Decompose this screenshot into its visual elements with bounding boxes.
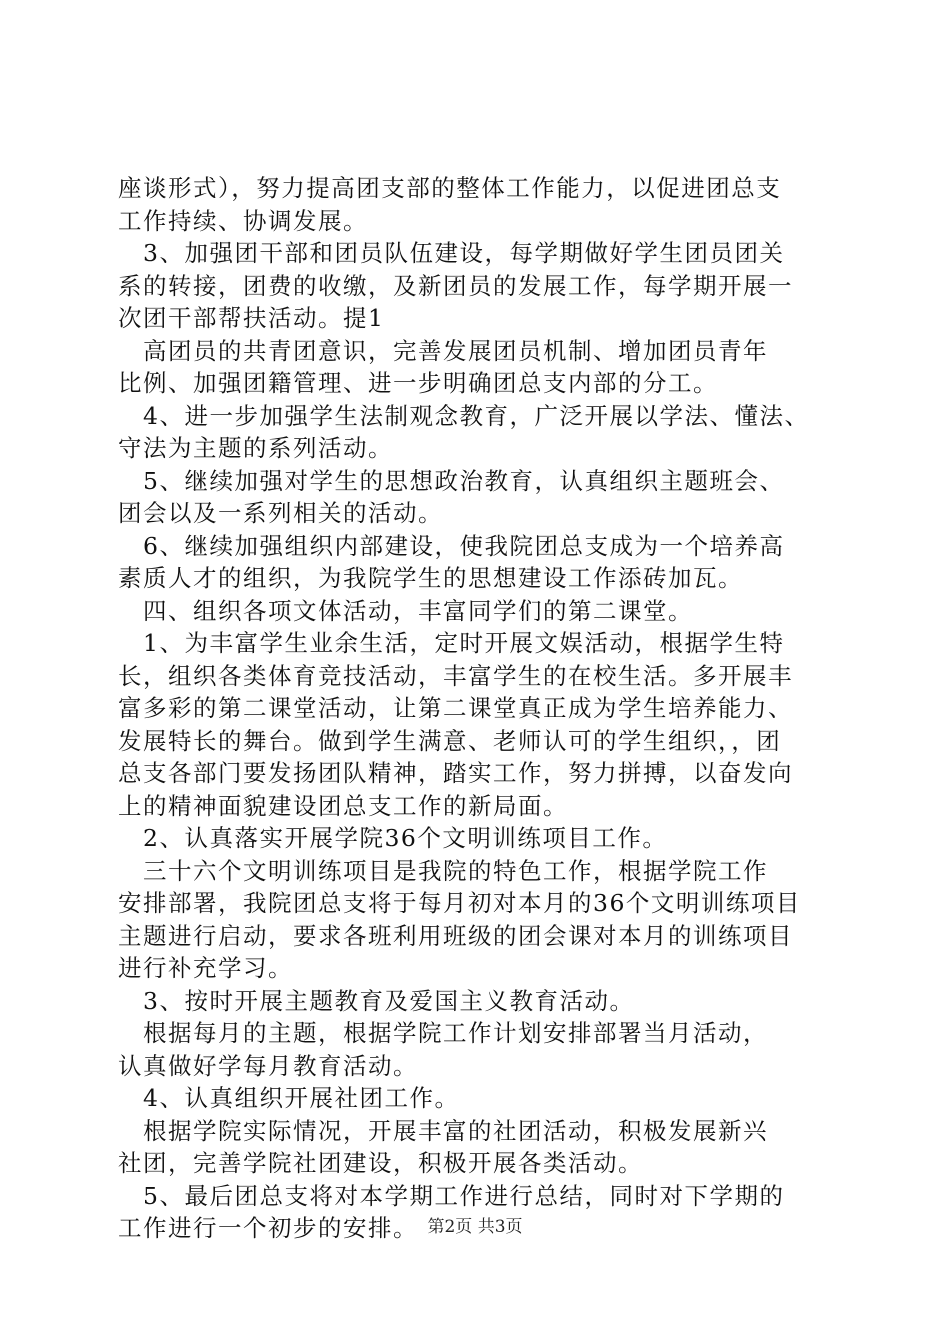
text-line: 工作持续、协调发展。 <box>118 206 368 235</box>
text-line: 主题进行启动，要求各班利用班级的团会课对本月的训练项目 <box>118 921 793 950</box>
text-line: 高团员的共青团意识，完善发展团员机制、增加团员青年 <box>118 336 768 365</box>
text-line: 素质人才的组织，为我院学生的思想建设工作添砖加瓦。 <box>118 564 743 592</box>
text-line: 发展特长的舞台。做到学生满意、老师认可的学生组织，，团 <box>118 726 782 755</box>
text-line: 工作进行一个初步的安排。 <box>118 1214 418 1242</box>
document-body <box>118 172 833 1245</box>
page-number-footer: 第2页 共3页 <box>427 1217 523 1237</box>
text-line: 3、按时开展主题教育及爱国主义教育活动。 <box>118 986 635 1015</box>
text-line: 长，组织各类体育竞技活动，丰富学生的在校生活。多开展丰 <box>118 661 793 690</box>
text-line: 根据每月的主题，根据学院工作计划安排部署当月活动， <box>118 1019 768 1047</box>
text-line: 次团干部帮扶活动。提1 <box>118 304 385 332</box>
text-line: 3、加强团干部和团员队伍建设，每学期做好学生团员团关 <box>118 239 785 267</box>
text-line: 6、继续加强组织内部建设，使我院团总支成为一个培养高 <box>118 531 785 560</box>
text-line: 比例、加强团籍管理、进一步明确团总支内部的分工。 <box>118 369 718 397</box>
text-line: 三十六个文明训练项目是我院的特色工作，根据学院工作 <box>118 856 768 885</box>
text-line: 安排部署，我院团总支将于每月初对本月的36个文明训练项目 <box>118 889 801 917</box>
text-line: 2、认真落实开展学院36个文明训练项目工作。 <box>118 824 668 852</box>
text-line: 系的转接，团费的收缴，及新团员的发展工作，每学期开展一 <box>118 271 793 300</box>
text-line: 5、继续加强对学生的思想政治教育，认真组织主题班会、 <box>118 466 785 495</box>
text-line: 总支各部门要发扬团队精神，踏实工作，努力拼搏，以奋发向 <box>118 759 793 787</box>
text-line: 上的精神面貌建设团总支工作的新局面。 <box>118 791 568 820</box>
text-line: 1、为丰富学生业余生活，定时开展文娱活动，根据学生特 <box>118 629 785 657</box>
text-line: 认真做好学每月教育活动。 <box>118 1051 418 1080</box>
text-line: 4、认真组织开展社团工作。 <box>118 1084 460 1112</box>
text-line: 座谈形式），努力提高团支部的整体工作能力，以促进团总支 <box>118 174 782 202</box>
text-line: 4、进一步加强学生法制观念教育，广泛开展以学法、懂法、 <box>118 401 810 430</box>
text-line: 富多彩的第二课堂活动，让第二课堂真正成为学生培养能力、 <box>118 694 793 722</box>
section-heading: 四、组织各项文体活动，丰富同学们的第二课堂。 <box>118 596 693 625</box>
text-line: 根据学院实际情况，开展丰富的社团活动，积极发展新兴 <box>118 1116 768 1145</box>
text-line: 进行补充学习。 <box>118 954 293 982</box>
text-line: 团会以及一系列相关的活动。 <box>118 499 443 527</box>
text-line: 社团，完善学院社团建设，积极开展各类活动。 <box>118 1149 643 1177</box>
text-line: 守法为主题的系列活动。 <box>118 434 393 462</box>
text-line: 5、最后团总支将对本学期工作进行总结，同时对下学期的 <box>118 1181 785 1210</box>
